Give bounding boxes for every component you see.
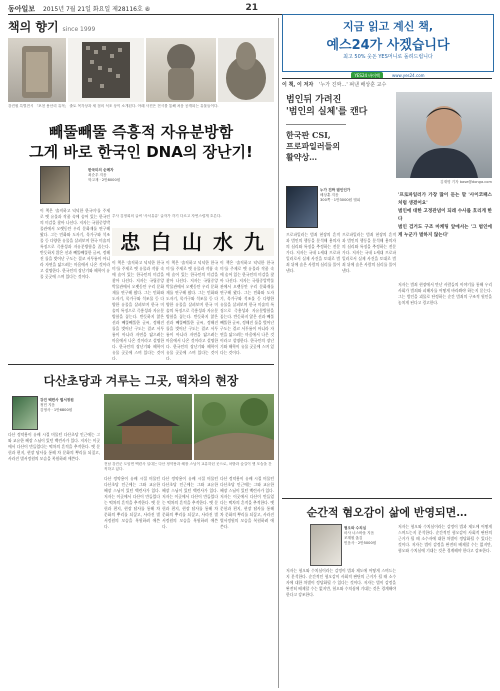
yes24-ad[interactable] [282,14,494,78]
author-photo-credit: 김재명 기자 base@donga.com [440,180,492,184]
artifact-photo-2 [68,38,144,102]
column-divider [278,18,279,688]
main-headline [8,122,274,162]
subhead-dasan: 다산초당과 겨루는 그곳, 떡차의 현장 [43,374,239,388]
page-number: 21 [245,3,258,13]
quote-divider [286,124,346,125]
dateline: 2015년 7월 21일 화요일 제28116호 ⑧ [42,6,151,13]
book4-title: 혐오와 수치심 [344,526,367,530]
article4-col1: 저자는 범죄 현장에서 만난 사람들의 이야기를 통해 우리 사회가 범죄와 피해자를 어떻게 바라봐야 하는지 묻는다. 그는 범인을 괴물로 단정하는 순간 범죄의 구조적 원인을 놓치게 된다고 경고한다. [398,282,492,305]
book3-info [320,188,396,203]
book2-title: 강진 백련사 별서정원 [40,398,74,402]
ad-line-1: 지금 읽고 계신 책, [342,20,434,33]
artifact-photo-3 [146,38,216,102]
column-quote: 범인뒤 가려진 '범인의 실체'를 캔다 [286,95,368,117]
article2-col4: 다산 정약용이 유배 시절 머물던 다산초당 인근에는 그와 교유한 혜장 스님이 있던 백련사가 있다. 저자는 이곳에서 다산이 만들었다는 떡차의 흔적을 추적한다. 옛 문헌과 편지, 현장 답사를 통해 차 문화의 뿌리를 되짚고, 사라진 별서정원의 모습을 복원하려 애쓴다. [220,476,274,529]
column-label: 이 책, 이 저자 [282,82,314,88]
headline-line-2: 그게 바로 한국인 DNA의 장난기! [29,143,253,161]
book3-meta: 배상훈 지음 300쪽 · 1만3000원 앨피 [320,193,361,202]
book1-title: 한국미의 순례자 [88,168,114,172]
article3-col2: 프로파일러는 범죄 현장의 흔적과 범인의 행동을 분석해 용의자의 심리와 특징을 추정하는 전문가다. 저자는 국내 1세대 프로파일러로서 실제 사건을 토대로 범죄 뒤에 숨은 사람의 심리를 풀어낸다. [342,232,396,273]
book4-meta: 마사 너스바움 지음 조계원 옮김 민음사 · 2만5000원 [344,531,377,545]
book2-caption: 전남 강진군 도암면 백련사 일대는 다산 정약용과 혜장 스님이 교유하던 곳으로, 차밭과 숲길이 옛 모습을 간직하고 있다. [104,462,272,471]
book1-cover [40,166,70,204]
subhead-disgust: 순간적 혐오감이 삶에 반영되면… [306,506,468,519]
artifact-2-image [68,38,144,102]
book2-cover [12,396,38,430]
article3-col1: 프로파일러는 범죄 현장의 흔적과 범인의 행동을 분석해 용의자의 심리와 특징을 추정하는 전문가다. 저자는 국내 1세대 프로파일러로서 실제 사건을 토대로 범죄 뒤에 숨은 사람의 심리를 풀어낸다. [286,232,340,273]
book2-meta: 정민 지음 김영사 · 1만6800원 [40,403,73,412]
article1-col3: 이 책은 '솔직하고 넉넉한 한국미'를 주제로 옛 유물과 작품 속에 숨어 있는 한국인의 미감을 찾아 나선다. 저자는 국립중앙박물관에서 오랫동안 우리 문화재를 연구해 왔다. 그는 민화와 도자기, 목가구와 석조물 등 다양한 유물을 살펴보며 한국 미술의 특징으로 즉흥성과 자유분방함을 꼽는다. 반듯하지 않은 선과 빼뚤빼뚤한 글씨, 정해진 틀을 벗어난 구도는 결코 서투름이 아니라 자연을 닮으려는 마음에서 나온 것이라고 설명한다. 한국인의 장난기와 해학이 유물 곳곳에 스며 있다는 것이다. [166,260,218,360]
photo-caption: 강진원 특별전시 「포천 용산리 유적」 출토 목각상과 세 점의 석조 상이 소개된다. 아래 사진은 전시를 통해 처음 공개되는 유물들이다. [8,104,219,108]
artifact-photo-4 [218,38,274,102]
column-subquote: 한국판 CSI, 프로파일러들의 활약상… [286,130,341,162]
book1-info [88,168,148,183]
ad-badge: YES24 바이백 [351,72,382,79]
article1-col1: 이 책은 '솔직하고 넉넉한 한국미'를 주제로 옛 유물과 작품 속에 숨어 있는 한국인의 미감을 찾아 나선다. 저자는 국립중앙박물관에서 오랫동안 우리 문화재를 연구해 왔다. 그는 민화와 도자기, 목가구와 석조물 등 다양한 유물을 살펴보며 한국 미술의 특징으로 즉흥성과 자유분방함을 꼽는다. 반듯하지 않은 선과 빼뚤빼뚤한 글씨, 정해진 틀을 벗어난 구도는 결코 서투름이 아니라 자연을 닮으려는 마음에서 나온 것이라고 설명한다. 한국인의 장난기와 해학이 유물 곳곳에 스며 있다는 것이다. [40,208,110,279]
artifact-photo-1 [8,38,66,102]
book1-caption: 추사 김정희의 글씨 '사서유유' 글자가 각기 다르고 자연스럽게 흐른다. [112,214,222,218]
column-title: '누가 진짜…' 펴낸 배상훈 교수 [319,82,387,88]
calligraphy-image [112,228,274,256]
book4-cover [310,524,342,566]
temple-2-image [194,394,274,460]
author-photo [396,92,492,178]
author-portrait [396,92,492,178]
section-title-text: 책의 향기 [8,20,59,34]
headline-line-1: 빼뚤빼뚤 즉흥적 자유분방함 [48,123,234,141]
ad-url[interactable]: www.yes24.com [392,73,425,78]
section-since: since 1999 [62,26,96,33]
book3-title: 누가 진짜 범인인가 [320,188,351,192]
divider [8,364,274,365]
temple-photo-1 [104,394,192,460]
temple-photo-2 [194,394,274,460]
artifact-1-image [8,38,66,102]
section-title [8,18,95,35]
ad-line-2: 예스24가 사겠습니다 [326,38,450,53]
ad-line-3: 최고 50% 웃돈 YES머니로 돌려드립니다 [343,54,433,60]
article1-col4: 이 책은 '솔직하고 넉넉한 한국미'를 주제로 옛 유물과 작품 속에 숨어 있는 한국인의 미감을 찾아 나선다. 저자는 국립중앙박물관에서 오랫동안 우리 문화재를 연구해 왔다. 그는 민화와 도자기, 목가구와 석조물 등 다양한 유물을 살펴보며 한국 미술의 특징으로 즉흥성과 자유분방함을 꼽는다. 반듯하지 않은 선과 빼뚤빼뚤한 글씨, 정해진 틀을 벗어난 구도는 결코 서투름이 아니라 자연을 닮으려는 마음에서 나온 것이라고 설명한다. 한국인의 장난기와 해학이 유물 곳곳에 스며 있다는 것이다. [220,260,274,355]
calligraphy-text: 忠 白 山 水 九 [120,230,266,254]
divider-right [282,498,492,499]
book3-cover [286,186,318,228]
article2-col1: 다산 정약용이 유배 시절 머물던 다산초당 인근에는 그와 교유한 혜장 스님이 있던 백련사가 있다. 저자는 이곳에서 다산이 만들었다는 떡차의 흔적을 추적한다. 옛 문헌과 편지, 현장 답사를 통해 차 문화의 뿌리를 되짚고, 사라진 별서정원의 모습을 복원하려 애쓴다. [8,432,100,461]
column-header-rule [282,78,492,79]
article5-col2: 저자는 혐오와 수치심이라는 감정이 법과 제도에 어떻게 스며드는지 분석한다. 순간적인 혐오감이 사회적 판단의 근거가 될 때 소수자에 대한 차별이 정당화될 수 있다는 것이다. 저자는 법이 감정을 완전히 배제할 수는 없지만, 혐오와 수치심에 기대는 것은 경계해야 한다고 강조한다. [398,524,492,553]
pullquote: '프로파일러가 가장 많이 듣는 말 '사이코패스처럼 생겼어요' 범인에 대한 고정관념이 되레 수사를 흐리게 한다 범인 검거도 구조 마케팅 앞에서는 '그 범인에게 누군가 벌하지 않는다' [398,193,492,238]
article5-col1: 저자는 혐오와 수치심이라는 감정이 법과 제도에 어떻게 스며드는지 분석한다. 순간적인 혐오감이 사회적 판단의 근거가 될 때 소수자에 대한 차별이 정당화될 수 있다는 것이다. 저자는 법이 감정을 완전히 배제할 수는 없지만, 혐오와 수치심에 기대는 것은 경계해야 한다고 강조한다. [286,568,396,597]
newspaper-brand: 동아일보 [8,5,36,13]
book2-info [40,398,100,413]
book1-meta: 최순우 지음 학고재 · 2만8000원 [88,173,121,182]
artifact-3-image [146,38,216,102]
artifact-4-image [218,38,274,102]
article2-col3: 다산 정약용이 유배 시절 머물던 다산초당 인근에는 그와 교유한 혜장 스님이 있던 백련사가 있다. 저자는 이곳에서 다산이 만들었다는 떡차의 흔적을 추적한다. 옛 문헌과 편지, 현장 답사를 통해 차 문화의 뿌리를 되짚고, 사라진 별서정원의 모습을 복원하려 애쓴다. [162,476,218,529]
book4-info [344,526,404,546]
column-header [282,81,492,88]
temple-1-image [104,394,192,460]
article2-col2: 다산 정약용이 유배 시절 머물던 다산초당 인근에는 그와 교유한 혜장 스님이 있던 백련사가 있다. 저자는 이곳에서 다산이 만들었다는 떡차의 흔적을 추적한다. 옛 문헌과 편지, 현장 답사를 통해 차 문화의 뿌리를 되짚고, 사라진 별서정원의 모습을 복원하려 애쓴다. [104,476,160,529]
article1-col2: 이 책은 '솔직하고 넉넉한 한국미'를 주제로 옛 유물과 작품 속에 숨어 있는 한국인의 미감을 찾아 나선다. 저자는 국립중앙박물관에서 오랫동안 우리 문화재를 연구해 왔다. 그는 민화와 도자기, 목가구와 석조물 등 다양한 유물을 살펴보며 한국 미술의 특징으로 즉흥성과 자유분방함을 꼽는다. 반듯하지 않은 선과 빼뚤빼뚤한 글씨, 정해진 틀을 벗어난 구도는 결코 서투름이 아니라 자연을 닮으려는 마음에서 나온 것이라고 설명한다. 한국인의 장난기와 해학이 유물 곳곳에 스며 있다는 것이다. [112,260,164,360]
